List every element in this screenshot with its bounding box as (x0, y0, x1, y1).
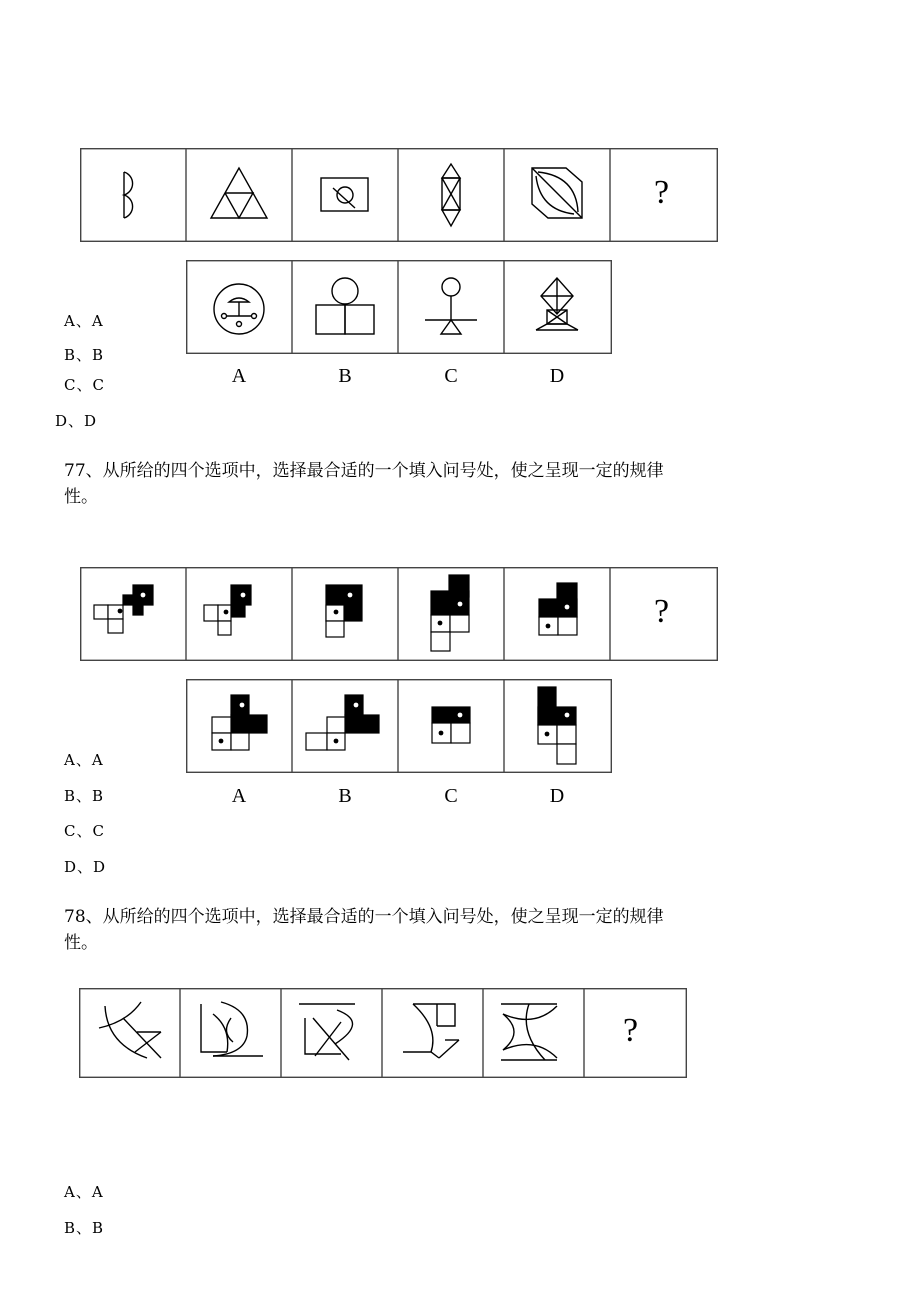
q77-question-text (64, 458, 724, 510)
q78-question-mark: ? (623, 1012, 639, 1049)
q76-sequence-row (80, 148, 718, 242)
q77-sequence-row (80, 567, 718, 661)
q78-figure-3 (299, 1004, 355, 1060)
q76-choice-label-d: D (549, 365, 565, 387)
q77-question-line2: 性。 (64, 487, 98, 507)
q76-figure-5 (532, 168, 582, 218)
q77-choice-c-figure (432, 707, 470, 743)
q78-option-b[interactable]: B、B (64, 1219, 105, 1237)
q77-choice-label-b: B (338, 785, 352, 807)
q77-choice-a-figure (212, 695, 267, 750)
q78-figure-1 (99, 1002, 161, 1058)
q76-choice-label-b: B (338, 365, 352, 387)
q76-question-mark: ? (654, 174, 670, 211)
q76-choices-row (186, 260, 612, 354)
q78-figure-2 (201, 1002, 263, 1056)
q78-question-text (64, 904, 724, 956)
q77-question-mark: ? (654, 593, 670, 630)
q78-sequence-row (79, 988, 687, 1078)
q77-choices-row (186, 679, 612, 773)
q76-figure-3 (321, 178, 368, 211)
q76-choice-label-a: A (231, 365, 247, 387)
q78-sequence-svg (79, 988, 687, 1078)
q76-option-a[interactable]: A、A (64, 312, 104, 330)
q77-option-a[interactable]: A、A (64, 751, 104, 769)
q76-option-b[interactable]: B、B (64, 346, 105, 364)
q77-figure-5 (539, 583, 577, 635)
q78-figure-4 (403, 1004, 459, 1058)
q76-figure-4 (442, 164, 460, 226)
q77-figure-1 (94, 585, 153, 633)
q76-option-d[interactable]: D、D (55, 412, 98, 430)
q76-choices-svg (186, 260, 612, 354)
q76-sequence-svg (80, 148, 718, 242)
q77-figure-3 (326, 585, 362, 637)
q77-choice-d-figure (538, 687, 576, 764)
q77-option-c[interactable]: C、C (64, 822, 105, 840)
q77-figure-2 (204, 585, 251, 635)
q78-figure-5 (501, 1004, 557, 1060)
q77-choice-label-d: D (549, 785, 565, 807)
q76-choice-label-c: C (444, 365, 458, 387)
q77-option-b[interactable]: B、B (64, 787, 105, 805)
q77-sequence-svg (80, 567, 718, 661)
q76-figure-1 (124, 172, 133, 218)
q77-choice-label-c: C (444, 785, 458, 807)
q77-figure-4 (431, 575, 469, 651)
q76-option-c[interactable]: C、C (64, 376, 105, 394)
q77-choices-svg (186, 679, 612, 773)
q76-choice-a-figure (214, 284, 264, 334)
q76-choice-c-figure (425, 278, 477, 334)
q76-figure-2 (211, 168, 267, 218)
q77-option-d[interactable]: D、D (64, 858, 107, 876)
q77-choice-label-a: A (231, 785, 247, 807)
q78-question-line1: 78、从所给的四个选项中，选择最合适的一个填入问号处，使之呈现一定的规律 (64, 907, 664, 927)
q78-question-line2: 性。 (64, 933, 98, 953)
q76-choice-b-figure (316, 278, 374, 334)
q77-choice-b-figure (306, 695, 379, 750)
q78-option-a[interactable]: A、A (64, 1183, 104, 1201)
q76-choice-d-figure (536, 278, 578, 330)
q77-question-line1: 77、从所给的四个选项中，选择最合适的一个填入问号处，使之呈现一定的规律 (64, 461, 664, 481)
